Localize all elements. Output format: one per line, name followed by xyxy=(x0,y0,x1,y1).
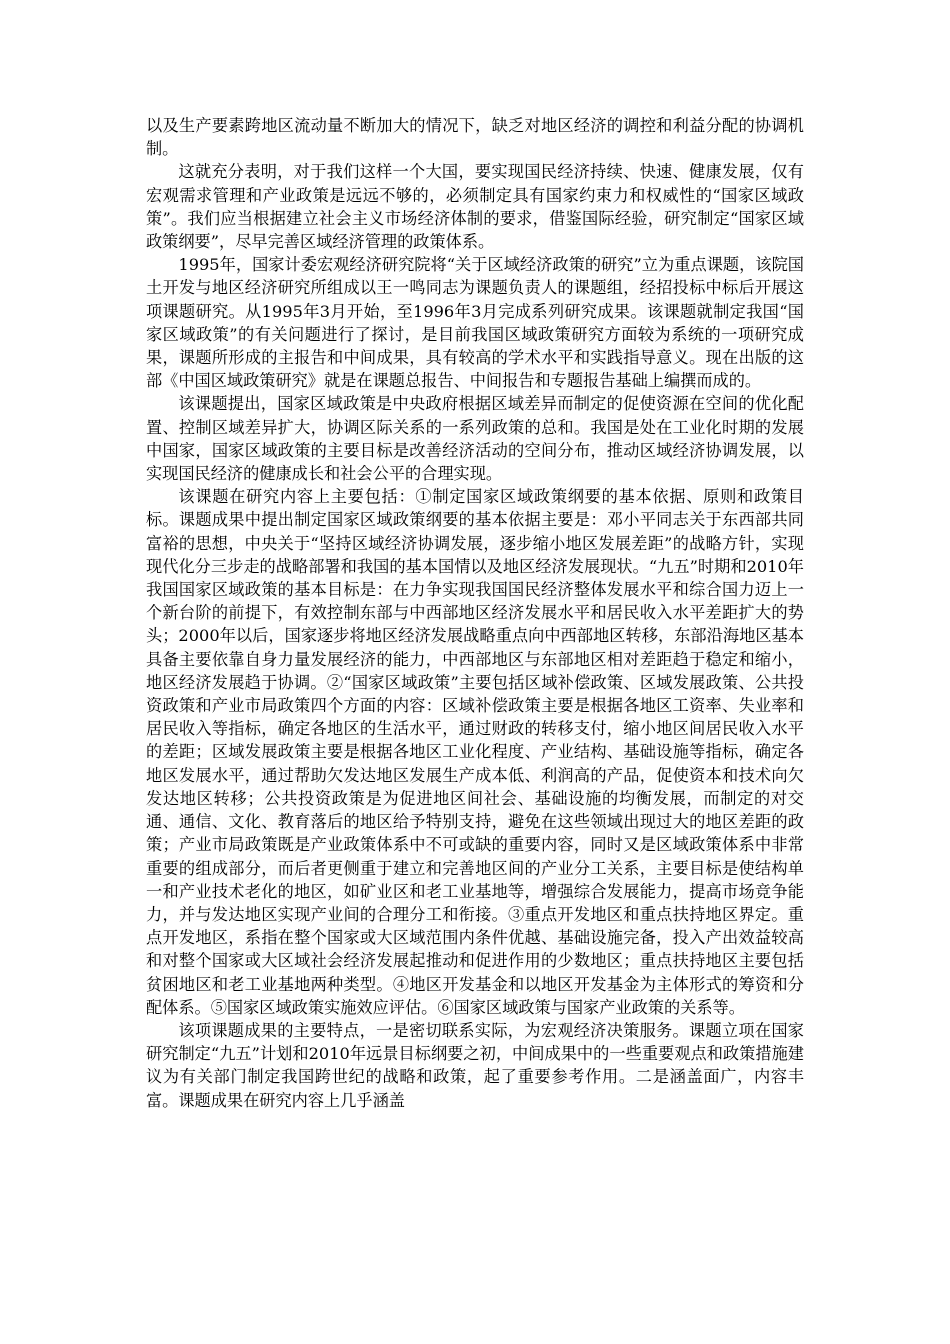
body-text xyxy=(146,114,804,1112)
paragraph-3: 1995年，国家计委宏观经济研究院将“关于区域经济政策的研究”立为重点课题，该院国土开发与地区经济研究所组成以王一鸣同志为课题负责人的课题组，经招投标中标后开展这项课题研究。从1995年3月开始，至1996年3月完成系列研究成果。该课题就制定我国“国家区域政策”的有关问题进行了探讨，是目前我国区域政策研究方面较为系统的一项研究成果，课题所形成的主报告和中间成果，具有较高的学术水平和实践指导意义。现在出版的这部《中国区域政策研究》就是在课题总报告、中间报告和专题报告基础上编撰而成的。 xyxy=(146,255,804,391)
paragraph-6: 该项课题成果的主要特点，一是密切联系实际，为宏观经济决策服务。课题立项在国家研究制定“九五”计划和2010年远景目标纲要之初，中间成果中的一些重要观点和政策措施建议为有关部门制定我国跨世纪的战略和政策，起了重要参考作用。二是涵盖面广，内容丰富。课题成果在研究内容上几乎涵盖 xyxy=(146,1020,804,1110)
paragraph-1: 以及生产要素跨地区流动量不断加大的情况下，缺乏对地区经济的调控和利益分配的协调机制。 xyxy=(146,116,804,159)
paragraph-2: 这就充分表明，对于我们这样一个大国，要实现国民经济持续、快速、健康发展，仅有宏观需求管理和产业政策是远远不够的，必须制定具有国家约束力和权威性的“国家区域政策”。我们应当根据建立社会主义市场经济体制的要求，借鉴国际经验，研究制定“国家区域政策纲要”，尽早完善区域经济管理的政策体系。 xyxy=(146,162,804,252)
paragraph-4: 该课题提出，国家区域政策是中央政府根据区域差异而制定的促使资源在空间的优化配置、控制区域差异扩大，协调区际关系的一系列政策的总和。我国是处在工业化时期的发展中国家，国家区域政策的主要目标是改善经济活动的空间分布，推动区域经济协调发展，以实现国民经济的健康成长和社会公平的合理实现。 xyxy=(146,394,804,484)
paragraph-5: 该课题在研究内容上主要包括：①制定国家区域政策纲要的基本依据、原则和政策目标。课题成果中提出制定国家区域政策纲要的基本依据主要是：邓小平同志关于东西部共同富裕的思想，中央关于“坚持区域经济协调发展，逐步缩小地区发展差距”的战略方针，实现现代化分三步走的战略部署和我国的基本国情以及地区经济发展现状。“九五”时期和2010年我国国家区域政策的基本目标是：在力争实现我国国民经济整体发展水平和综合国力迈上一个新台阶的前提下，有效控制东部与中西部地区经济发展水平和居民收入水平差距扩大的势头；2000年以后，国家逐步将地区经济发展战略重点向中西部地区转移，东部沿海地区基本具备主要依靠自身力量发展经济的能力，中西部地区与东部地区相对差距趋于稳定和缩小，地区经济发展趋于协调。②“国家区域政策”主要包括区域补偿政策、区域发展政策、公共投资政策和产业市局政策四个方面的内容：区域补偿政策主要是根据各地区工资率、失业率和居民收入等指标，确定各地区的生活水平，通过财政的转移支付，缩小地区间居民收入水平的差距；区域发展政策主要是根据各地区工业化程度、产业结构、基础设施等指标，确定各地区发展水平，通过帮助欠发达地区发展生产成本低、利润高的产品，促使资本和技术向欠发达地区转移；公共投资政策是为促进地区间社会、基础设施的均衡发展，而制定的对交通、通信、文化、教育落后的地区给予特别支持，避免在这些领域出现过大的地区差距的政策；产业市局政策既是产业政策体系中不可或缺的重要内容，同时又是区域政策体系中非常重要的组成部分，而后者更侧重于建立和完善地区间的产业分工关系，主要目标是使结构单一和产业技术老化的地区，如矿业区和老工业基地等，增强综合发展能力，提高市场竞争能力，并与发达地区实现产业间的合理分工和衔接。③重点开发地区和重点扶持地区界定。重点开发地区，系指在整个国家或大区域范围内条件优越、基础设施完备，投入产出效益较高和对整个国家或大区域社会经济发展起推动和促进作用的少数地区；重点扶持地区主要包括贫困地区和老工业基地两种类型。④地区开发基金和以地区开发基金为主体形式的筹资和分配体系。⑤国家区域政策实施效应评估。⑥国家区域政策与国家产业政策的关系等。 xyxy=(146,487,804,1017)
